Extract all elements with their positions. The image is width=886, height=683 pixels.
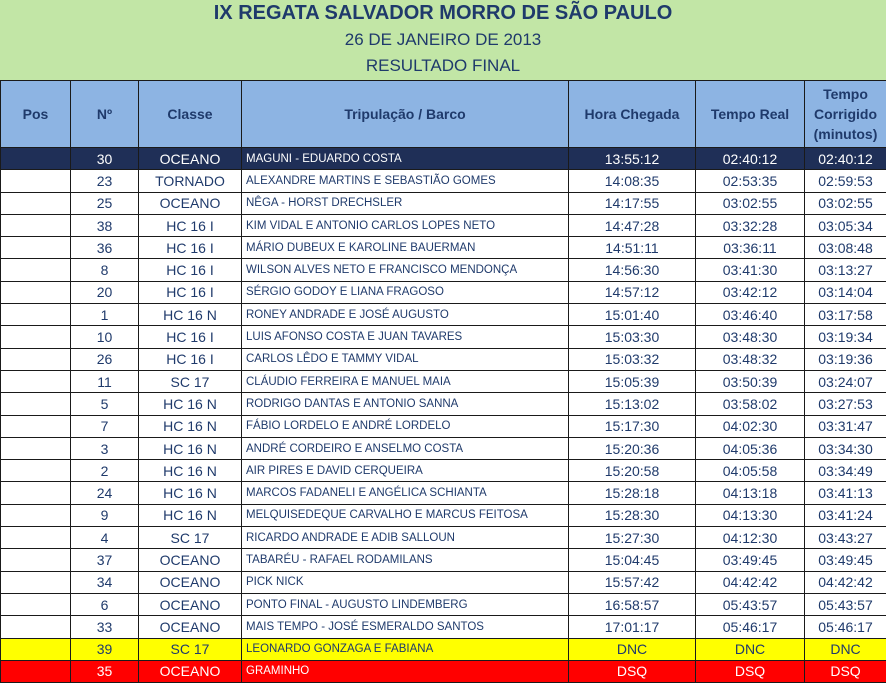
cell-arrival: 15:05:39 [569,370,696,392]
cell-corrected-time: 03:19:34 [805,326,886,348]
cell-number: 3 [71,437,139,459]
cell-number: 25 [71,192,139,214]
cell-real-time: 03:48:32 [696,348,805,370]
table-row [1,638,886,660]
cell-number: 37 [71,549,139,571]
cell-corrected-time: DSQ [805,660,886,682]
cell-pos [1,326,71,348]
cell-pos [1,148,71,170]
cell-corrected-time: 03:31:47 [805,415,886,437]
cell-corrected-time: 03:17:58 [805,304,886,326]
cell-real-time: 03:36:11 [696,237,805,259]
cell-corrected-time: 03:41:13 [805,482,886,504]
cell-corrected-time: 03:24:07 [805,370,886,392]
cell-pos [1,237,71,259]
page-title: IX REGATA SALVADOR MORRO DE SÃO PAULO [0,0,886,28]
cell-class: HC 16 N [139,460,242,482]
cell-class: OCEANO [139,616,242,638]
cell-number: 23 [71,170,139,192]
cell-class: HC 16 N [139,393,242,415]
table-row [1,281,886,303]
cell-real-time: 04:42:42 [696,571,805,593]
cell-real-time: 03:32:28 [696,214,805,236]
cell-real-time: 05:43:57 [696,593,805,615]
table-row [1,170,886,192]
cell-number: 38 [71,214,139,236]
cell-corrected-time: 03:02:55 [805,192,886,214]
table-row [1,527,886,549]
cell-crew: RODRIGO DANTAS E ANTONIO SANNA [242,393,569,415]
table-row [1,304,886,326]
cell-pos [1,415,71,437]
cell-number: 20 [71,281,139,303]
table-row [1,504,886,526]
cell-number: 30 [71,148,139,170]
cell-corrected-time: 03:14:04 [805,281,886,303]
cell-pos [1,638,71,660]
cell-pos [1,170,71,192]
results-table [0,80,886,683]
cell-corrected-time: 03:49:45 [805,549,886,571]
cell-crew: LUIS AFONSO COSTA E JUAN TAVARES [242,326,569,348]
cell-arrival: 15:17:30 [569,415,696,437]
cell-corrected-time: 03:34:30 [805,437,886,459]
cell-number: 35 [71,660,139,682]
cell-class: HC 16 N [139,504,242,526]
cell-crew: RONEY ANDRADE E JOSÉ AUGUSTO [242,304,569,326]
cell-class: SC 17 [139,638,242,660]
cell-arrival: 15:28:30 [569,504,696,526]
cell-arrival: 14:51:11 [569,237,696,259]
result-subtitle: RESULTADO FINAL [0,54,886,78]
cell-crew: SÉRGIO GODOY E LIANA FRAGOSO [242,281,569,303]
cell-corrected-time: DNC [805,638,886,660]
cell-real-time: 04:02:30 [696,415,805,437]
cell-arrival: 15:04:45 [569,549,696,571]
cell-corrected-time: 05:43:57 [805,593,886,615]
cell-number: 36 [71,237,139,259]
cell-number: 24 [71,482,139,504]
cell-corrected-time: 02:59:53 [805,170,886,192]
cell-class: HC 16 N [139,437,242,459]
cell-real-time: 03:58:02 [696,393,805,415]
column-header-arrival: Hora Chegada [569,81,696,148]
table-row [1,259,886,281]
cell-class: OCEANO [139,593,242,615]
table-row [1,549,886,571]
cell-class: OCEANO [139,660,242,682]
cell-number: 8 [71,259,139,281]
cell-number: 5 [71,393,139,415]
cell-arrival: 14:17:55 [569,192,696,214]
cell-crew: FÁBIO LORDELO E ANDRÉ LORDELO [242,415,569,437]
cell-number: 2 [71,460,139,482]
cell-number: 7 [71,415,139,437]
table-row [1,660,886,682]
cell-pos [1,393,71,415]
cell-real-time: 03:48:30 [696,326,805,348]
cell-crew: MÁRIO DUBEUX E KAROLINE BAUERMAN [242,237,569,259]
cell-class: HC 16 I [139,348,242,370]
cell-number: 26 [71,348,139,370]
cell-crew: CLÁUDIO FERREIRA E MANUEL MAIA [242,370,569,392]
cell-crew: AIR PIRES E DAVID CERQUEIRA [242,460,569,482]
cell-class: HC 16 N [139,482,242,504]
table-row [1,370,886,392]
cell-arrival: 15:13:02 [569,393,696,415]
cell-corrected-time: 03:05:34 [805,214,886,236]
cell-class: OCEANO [139,148,242,170]
table-row [1,237,886,259]
table-row [1,571,886,593]
cell-pos [1,281,71,303]
cell-crew: PICK NICK [242,571,569,593]
cell-class: OCEANO [139,192,242,214]
cell-real-time: 02:40:12 [696,148,805,170]
column-header-number: Nº [71,81,139,148]
column-header-class: Classe [139,81,242,148]
cell-arrival: DSQ [569,660,696,682]
cell-pos [1,214,71,236]
cell-class: SC 17 [139,527,242,549]
table-row [1,482,886,504]
cell-arrival: 15:57:42 [569,571,696,593]
cell-number: 39 [71,638,139,660]
cell-crew: MAIS TEMPO - JOSÉ ESMERALDO SANTOS [242,616,569,638]
table-row [1,348,886,370]
cell-crew: NÊGA - HORST DRECHSLER [242,192,569,214]
cell-arrival: 13:55:12 [569,148,696,170]
cell-crew: PONTO FINAL - AUGUSTO LINDEMBERG [242,593,569,615]
cell-crew: MAGUNI - EDUARDO COSTA [242,148,569,170]
cell-corrected-time: 02:40:12 [805,148,886,170]
cell-crew: GRAMINHO [242,660,569,682]
event-date: 26 DE JANEIRO DE 2013 [0,28,886,52]
cell-crew: CARLOS LÊDO E TAMMY VIDAL [242,348,569,370]
table-row [1,593,886,615]
cell-arrival: 16:58:57 [569,593,696,615]
cell-number: 11 [71,370,139,392]
cell-real-time: 02:53:35 [696,170,805,192]
cell-class: HC 16 I [139,326,242,348]
cell-arrival: 14:56:30 [569,259,696,281]
cell-pos [1,304,71,326]
cell-pos [1,370,71,392]
cell-crew: WILSON ALVES NETO E FRANCISCO MENDONÇA [242,259,569,281]
cell-class: HC 16 I [139,214,242,236]
cell-pos [1,482,71,504]
cell-number: 34 [71,571,139,593]
cell-number: 1 [71,304,139,326]
table-row [1,214,886,236]
table-row [1,460,886,482]
cell-corrected-time: 03:41:24 [805,504,886,526]
cell-real-time: 03:42:12 [696,281,805,303]
cell-class: SC 17 [139,370,242,392]
cell-real-time: 03:02:55 [696,192,805,214]
cell-class: OCEANO [139,571,242,593]
cell-number: 9 [71,504,139,526]
cell-arrival: 15:28:18 [569,482,696,504]
cell-arrival: 15:27:30 [569,527,696,549]
cell-corrected-time: 03:13:27 [805,259,886,281]
cell-arrival: 14:47:28 [569,214,696,236]
cell-pos [1,571,71,593]
cell-class: HC 16 N [139,304,242,326]
corrected-header-line-3: (minutos) [805,124,886,144]
corrected-header-line-1: Tempo [805,84,886,104]
cell-real-time: 03:49:45 [696,549,805,571]
cell-pos [1,549,71,571]
cell-corrected-time: 04:42:42 [805,571,886,593]
cell-number: 10 [71,326,139,348]
cell-real-time: 04:13:18 [696,482,805,504]
cell-arrival: 15:03:30 [569,326,696,348]
cell-real-time: 03:41:30 [696,259,805,281]
table-row [1,437,886,459]
table-row [1,616,886,638]
cell-pos [1,437,71,459]
cell-crew: LEONARDO GONZAGA E FABIANA [242,638,569,660]
cell-corrected-time: 03:34:49 [805,460,886,482]
cell-crew: MELQUISEDEQUE CARVALHO E MARCUS FEITOSA [242,504,569,526]
cell-arrival: DNC [569,638,696,660]
cell-number: 33 [71,616,139,638]
cell-corrected-time: 05:46:17 [805,616,886,638]
cell-arrival: 15:20:36 [569,437,696,459]
cell-crew: RICARDO ANDRADE E ADIB SALLOUN [242,527,569,549]
header-row [1,81,886,148]
cell-real-time: DSQ [696,660,805,682]
column-header-corrected-time [805,81,886,148]
cell-real-time: 03:46:40 [696,304,805,326]
cell-pos [1,348,71,370]
cell-class: HC 16 I [139,237,242,259]
cell-class: HC 16 I [139,281,242,303]
cell-arrival: 15:01:40 [569,304,696,326]
title-block [0,0,886,80]
cell-class: OCEANO [139,549,242,571]
cell-corrected-time: 03:43:27 [805,527,886,549]
cell-corrected-time: 03:08:48 [805,237,886,259]
cell-number: 4 [71,527,139,549]
cell-arrival: 15:03:32 [569,348,696,370]
cell-arrival: 17:01:17 [569,616,696,638]
cell-pos [1,527,71,549]
cell-arrival: 15:20:58 [569,460,696,482]
cell-crew: ALEXANDRE MARTINS E SEBASTIÃO GOMES [242,170,569,192]
cell-real-time: 03:50:39 [696,370,805,392]
table-row [1,415,886,437]
column-header-crew: Tripulação / Barco [242,81,569,148]
cell-real-time: 04:05:58 [696,460,805,482]
cell-crew: KIM VIDAL E ANTONIO CARLOS LOPES NETO [242,214,569,236]
cell-real-time: 04:05:36 [696,437,805,459]
results-body [1,148,886,683]
cell-corrected-time: 03:27:53 [805,393,886,415]
table-row [1,148,886,170]
cell-real-time: DNC [696,638,805,660]
column-header-real-time: Tempo Real [696,81,805,148]
cell-real-time: 04:12:30 [696,527,805,549]
cell-arrival: 14:57:12 [569,281,696,303]
corrected-header-line-2: Corrigido [805,104,886,124]
cell-class: TORNADO [139,170,242,192]
cell-crew: TABARÉU - RAFAEL RODAMILANS [242,549,569,571]
cell-corrected-time: 03:19:36 [805,348,886,370]
cell-pos [1,504,71,526]
table-row [1,192,886,214]
table-row [1,326,886,348]
cell-class: HC 16 N [139,415,242,437]
column-header-pos: Pos [1,81,71,148]
cell-number: 6 [71,593,139,615]
cell-crew: ANDRÉ CORDEIRO E ANSELMO COSTA [242,437,569,459]
table-row [1,393,886,415]
cell-pos [1,660,71,682]
cell-pos [1,593,71,615]
cell-pos [1,616,71,638]
cell-real-time: 05:46:17 [696,616,805,638]
cell-pos [1,460,71,482]
cell-pos [1,192,71,214]
cell-crew: MARCOS FADANELI E ANGÉLICA SCHIANTA [242,482,569,504]
cell-arrival: 14:08:35 [569,170,696,192]
cell-real-time: 04:13:30 [696,504,805,526]
cell-class: HC 16 I [139,259,242,281]
cell-pos [1,259,71,281]
